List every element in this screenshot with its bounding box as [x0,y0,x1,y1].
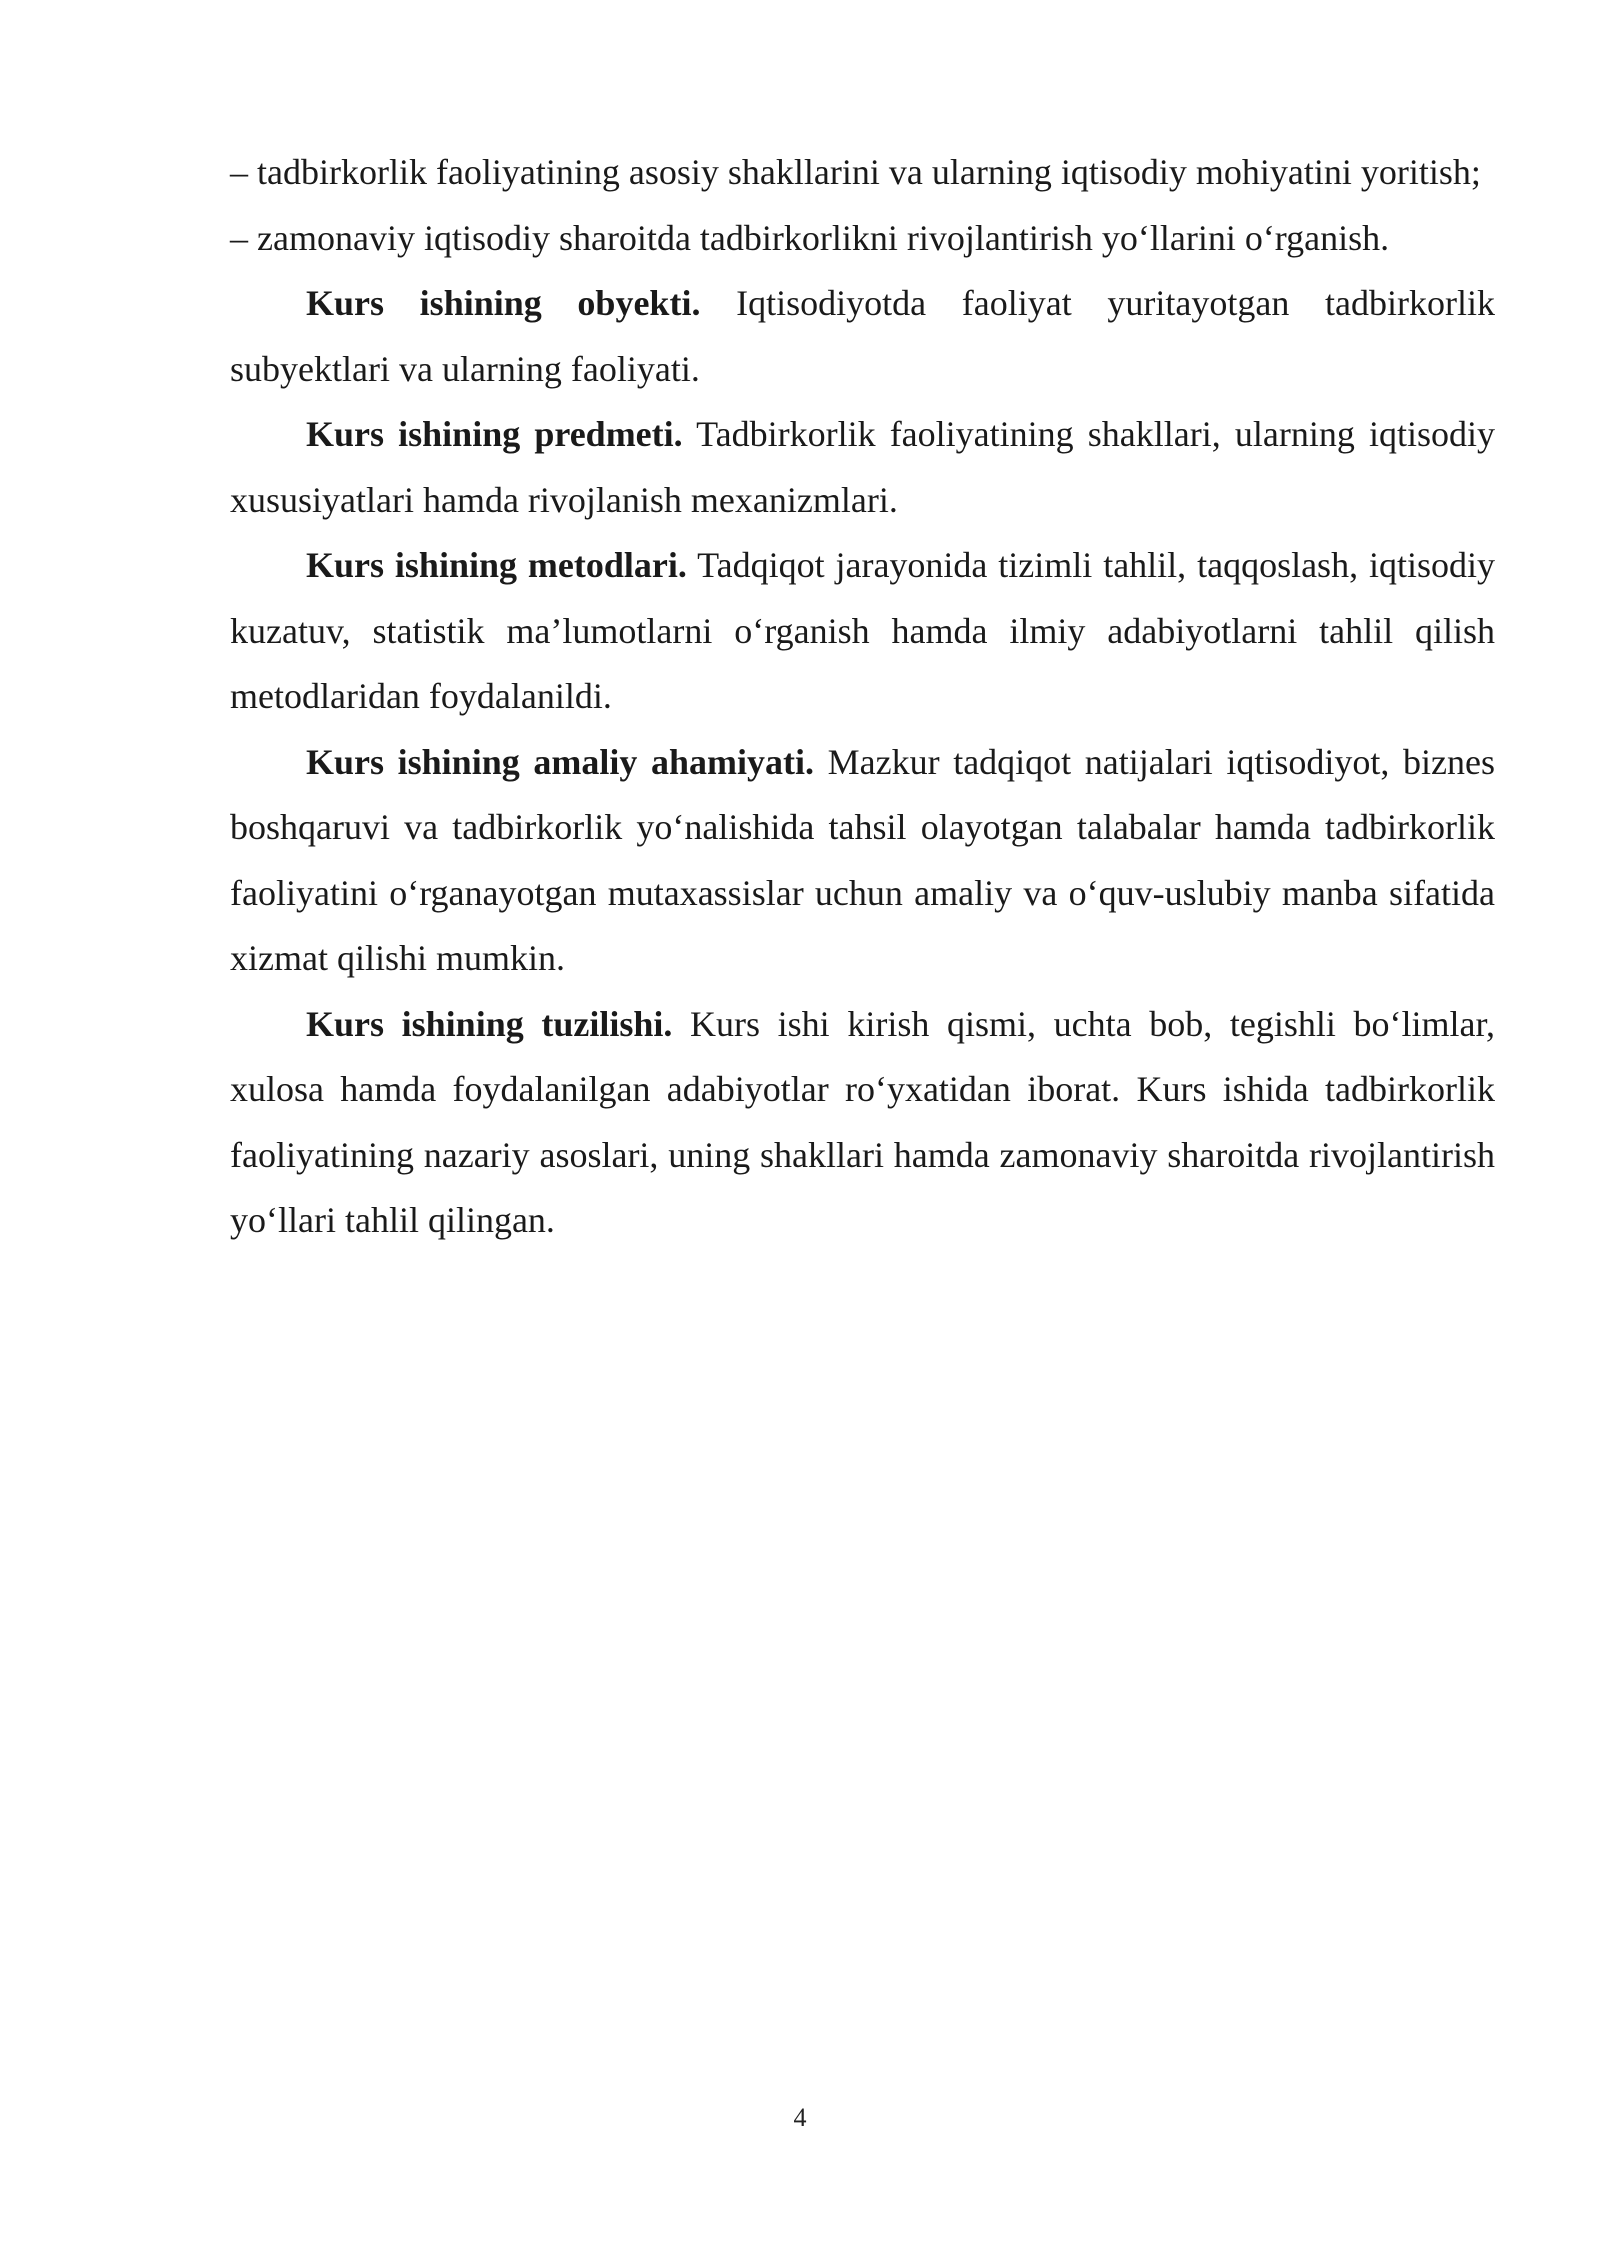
section-text: Tadqiqot jarayonida tizimli tahlil, taqqoslash, iqtisodiy kuzatuv, statistik ma’lumotlarni o‘rganish hamda ilmiy adabiyotlarni tahlil qilish metodlaridan foydalanildi. [230,545,1495,716]
section-heading: Kurs ishining tuzilishi. [306,1003,673,1044]
section-heading: Kurs ishining metodlari. [306,545,687,585]
page-number: 4 [793,2103,807,2132]
section-practical-significance [230,730,1495,992]
section-text: Iqtisodiyotda faoliyat yuritayotgan tadbirkorlik subyektlari va ularning faoliyati. [230,283,1495,389]
section-heading: Kurs ishining obyekti. [306,283,701,323]
section-heading: Kurs ishining amaliy ahamiyati. [306,741,814,782]
section-object [230,271,1495,402]
section-text: Mazkur tadqiqot natijalari iqtisodiyot, biznes boshqaruvi va tadbirkorlik yo‘nalishida tahsil olayotgan talabalar hamda tadbirkorlik faoliyatini o‘rganayotgan mutaxassislar uchun amaliy va o‘quv-uslubiy manba sifatida xizmat qilishi mumkin. [230,741,1495,978]
section-text: Tadbirkorlik faoliyatining shakllari, ularning iqtisodiy xususiyatlari hamda rivojlanish mexanizmlari. [230,414,1495,520]
section-methods [230,533,1495,730]
section-structure [230,992,1495,1254]
section-heading: Kurs ishining predmeti. [306,414,683,454]
bullet-item: – zamonaviy iqtisodiy sharoitda tadbirkorlikni rivojlantirish yo‘llarini o‘rganish. [230,217,1390,258]
section-text: Kurs ishi kirish qismi, uchta bob, tegishli bo‘limlar, xulosa hamda foydalanilgan adabiyotlar ro‘yxatidan iborat. Kurs ishida tadbirkorlik faoliyatining nazariy asoslari, uning shakllari hamda zamonaviy sharoitda rivojlantirish yo‘llari tahlil qilingan. [230,1003,1495,1240]
bullet-item: – tadbirkorlik faoliyatining asosiy shakllarini va ularning iqtisodiy mohiyatini yoritish; [230,152,1481,192]
section-subject [230,402,1495,533]
document-body [230,140,1495,1254]
